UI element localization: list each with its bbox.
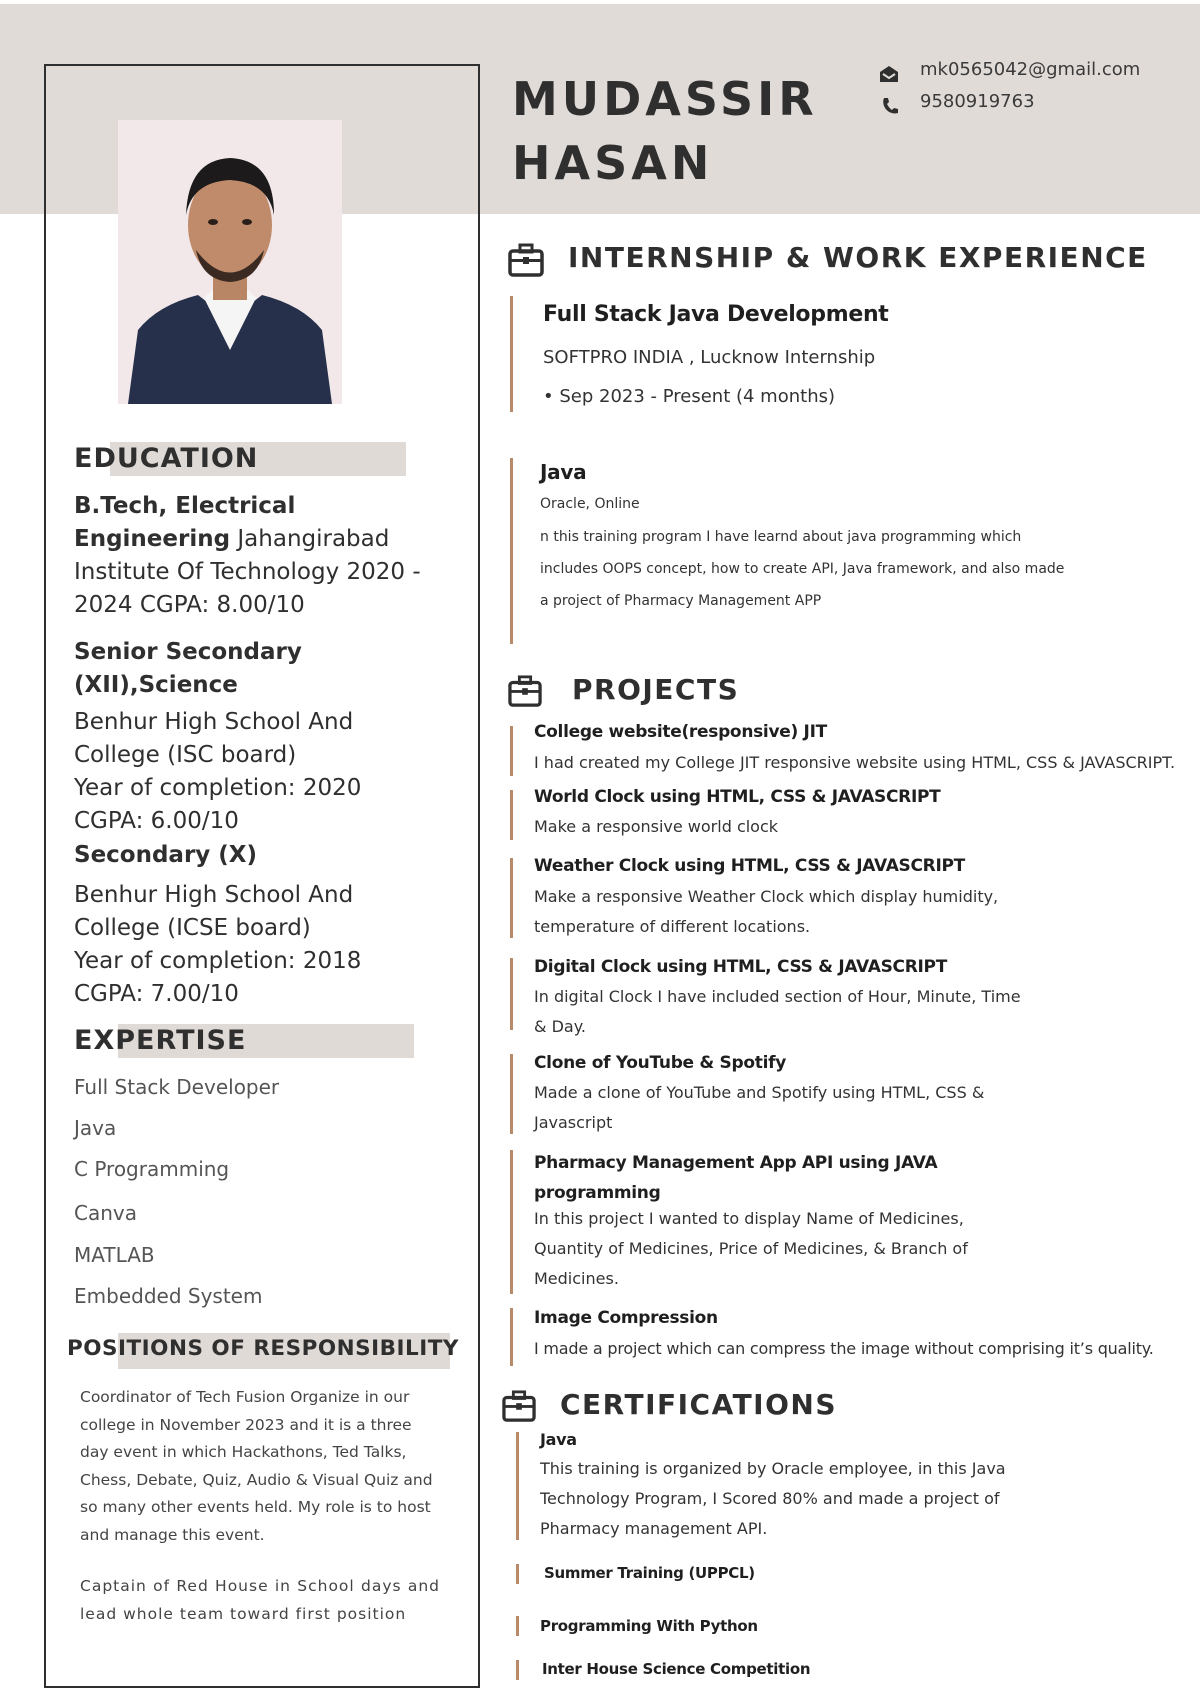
project-bar <box>510 1150 513 1294</box>
experience-bar <box>510 458 513 644</box>
education-title: EDUCATION <box>74 443 259 474</box>
job2-company: Oracle, Online <box>540 496 640 512</box>
project-bar <box>510 1054 513 1134</box>
last-name: HASAN <box>512 136 714 190</box>
project-description: Make a responsive world clock <box>534 817 779 836</box>
btech-degree: B.Tech, Electrical Engineering <box>74 493 296 552</box>
certification-bar <box>516 1660 519 1680</box>
skill-item: MATLAB <box>74 1243 155 1267</box>
project-title: Digital Clock using HTML, CSS & JAVASCRIPT <box>534 957 948 977</box>
job2-description: n this training program I have learnd about java programming which includes OOPS concept, how to create API, Java framework, and also made a project of Pharmacy Management APP <box>540 529 1065 609</box>
job1-dates: • Sep 2023 - Present (4 months) <box>543 386 836 407</box>
certification-bar <box>516 1564 519 1584</box>
project-bar <box>510 790 513 840</box>
phone-icon <box>880 96 900 120</box>
email-icon <box>878 64 900 88</box>
project-description: In this project I wanted to display Name of Medicines, Quantity of Medicines, Price of Medicines, & Branch of Medicines. <box>534 1209 968 1288</box>
briefcase-icon <box>502 1390 536 1426</box>
skill-item: Full Stack Developer <box>74 1075 280 1099</box>
education-btech <box>74 490 429 622</box>
first-name: MUDASSIR <box>512 72 818 126</box>
job1-title: Full Stack Java Development <box>543 302 889 327</box>
certification-description: This training is organized by Oracle employee, in this Java Technology Program, I Scored 80% and made a project of Pharmacy management API. <box>540 1459 1006 1538</box>
email-text: mk0565042@gmail.com <box>920 59 1141 80</box>
experience-bar <box>510 296 513 412</box>
certifications-title: CERTIFICATIONS <box>560 1388 838 1421</box>
project-description: I made a project which can compress the image without comprising it’s quality. <box>534 1339 1154 1358</box>
skill-item: Embedded System <box>74 1284 263 1308</box>
certification-title: Programming With Python <box>540 1617 758 1635</box>
project-title: College website(responsive) JIT <box>534 722 827 742</box>
expertise-title: EXPERTISE <box>74 1025 247 1056</box>
job2-title: Java <box>540 460 587 484</box>
secondary-school: Benhur High School And College (ICSE board) <box>74 882 354 941</box>
certification-bar <box>516 1616 519 1636</box>
certification-title: Summer Training (UPPCL) <box>544 1564 755 1582</box>
senior-year: Year of completion: 2020 <box>74 775 362 801</box>
secondary-title: Secondary (X) <box>74 842 258 868</box>
project-description: Made a clone of YouTube and Spotify using HTML, CSS & Javascript <box>534 1083 985 1132</box>
certification-title: Java <box>540 1430 577 1449</box>
senior-school: Benhur High School And College (ISC board) <box>74 709 354 768</box>
project-bar <box>510 958 513 1030</box>
project-title: Image Compression <box>534 1308 718 1328</box>
project-bar <box>510 858 513 938</box>
person-portrait-icon <box>118 120 342 404</box>
project-bar <box>510 726 513 776</box>
project-title: Clone of YouTube & Spotify <box>534 1053 786 1073</box>
senior-cgpa: CGPA: 6.00/10 <box>74 808 239 834</box>
senior-title: Senior Secondary (XII),Science <box>74 639 302 698</box>
briefcase-icon <box>508 675 542 711</box>
por-title: POSITIONS OF RESPONSIBILITY <box>67 1336 459 1361</box>
por-paragraph-2: Captain of Red House in School days and lead whole team toward first position <box>80 1577 440 1623</box>
project-description: I had created my College JIT responsive website using HTML, CSS & JAVASCRIPT. <box>534 753 1176 772</box>
project-bar <box>510 1308 513 1366</box>
btech-details: Jahangirabad Institute Of Technology 2020 - 2024 CGPA: 8.00/10 <box>74 526 421 618</box>
profile-photo <box>118 120 342 404</box>
project-description: Make a responsive Weather Clock which display humidity, temperature of different locations. <box>534 887 999 936</box>
skill-item: Java <box>74 1116 117 1140</box>
certification-title: Inter House Science Competition <box>542 1660 811 1678</box>
briefcase-icon <box>508 243 544 281</box>
skill-item: C Programming <box>74 1157 230 1181</box>
job1-company: SOFTPRO INDIA , Lucknow Internship <box>543 347 876 368</box>
project-title: Pharmacy Management App API using JAVA programming <box>534 1153 938 1203</box>
secondary-cgpa: CGPA: 7.00/10 <box>74 981 239 1007</box>
phone-text: 9580919763 <box>920 91 1035 112</box>
secondary-year: Year of completion: 2018 <box>74 948 362 974</box>
skill-item: Canva <box>74 1201 137 1225</box>
project-description: In digital Clock I have included section of Hour, Minute, Time & Day. <box>534 987 1021 1036</box>
projects-title: PROJECTS <box>572 673 740 706</box>
experience-title: INTERNSHIP & WORK EXPERIENCE <box>568 241 1148 274</box>
project-title: Weather Clock using HTML, CSS & JAVASCRIPT <box>534 856 965 876</box>
por-paragraph-1: Coordinator of Tech Fusion Organize in our college in November 2023 and it is a three day event in which Hackathons, Ted Talks, Chess, Debate, Quiz, Audio & Visual Quiz and so many other events held. My role is to host and manage this event. <box>80 1388 433 1544</box>
project-title: World Clock using HTML, CSS & JAVASCRIPT <box>534 787 941 807</box>
certification-bar <box>516 1432 519 1540</box>
